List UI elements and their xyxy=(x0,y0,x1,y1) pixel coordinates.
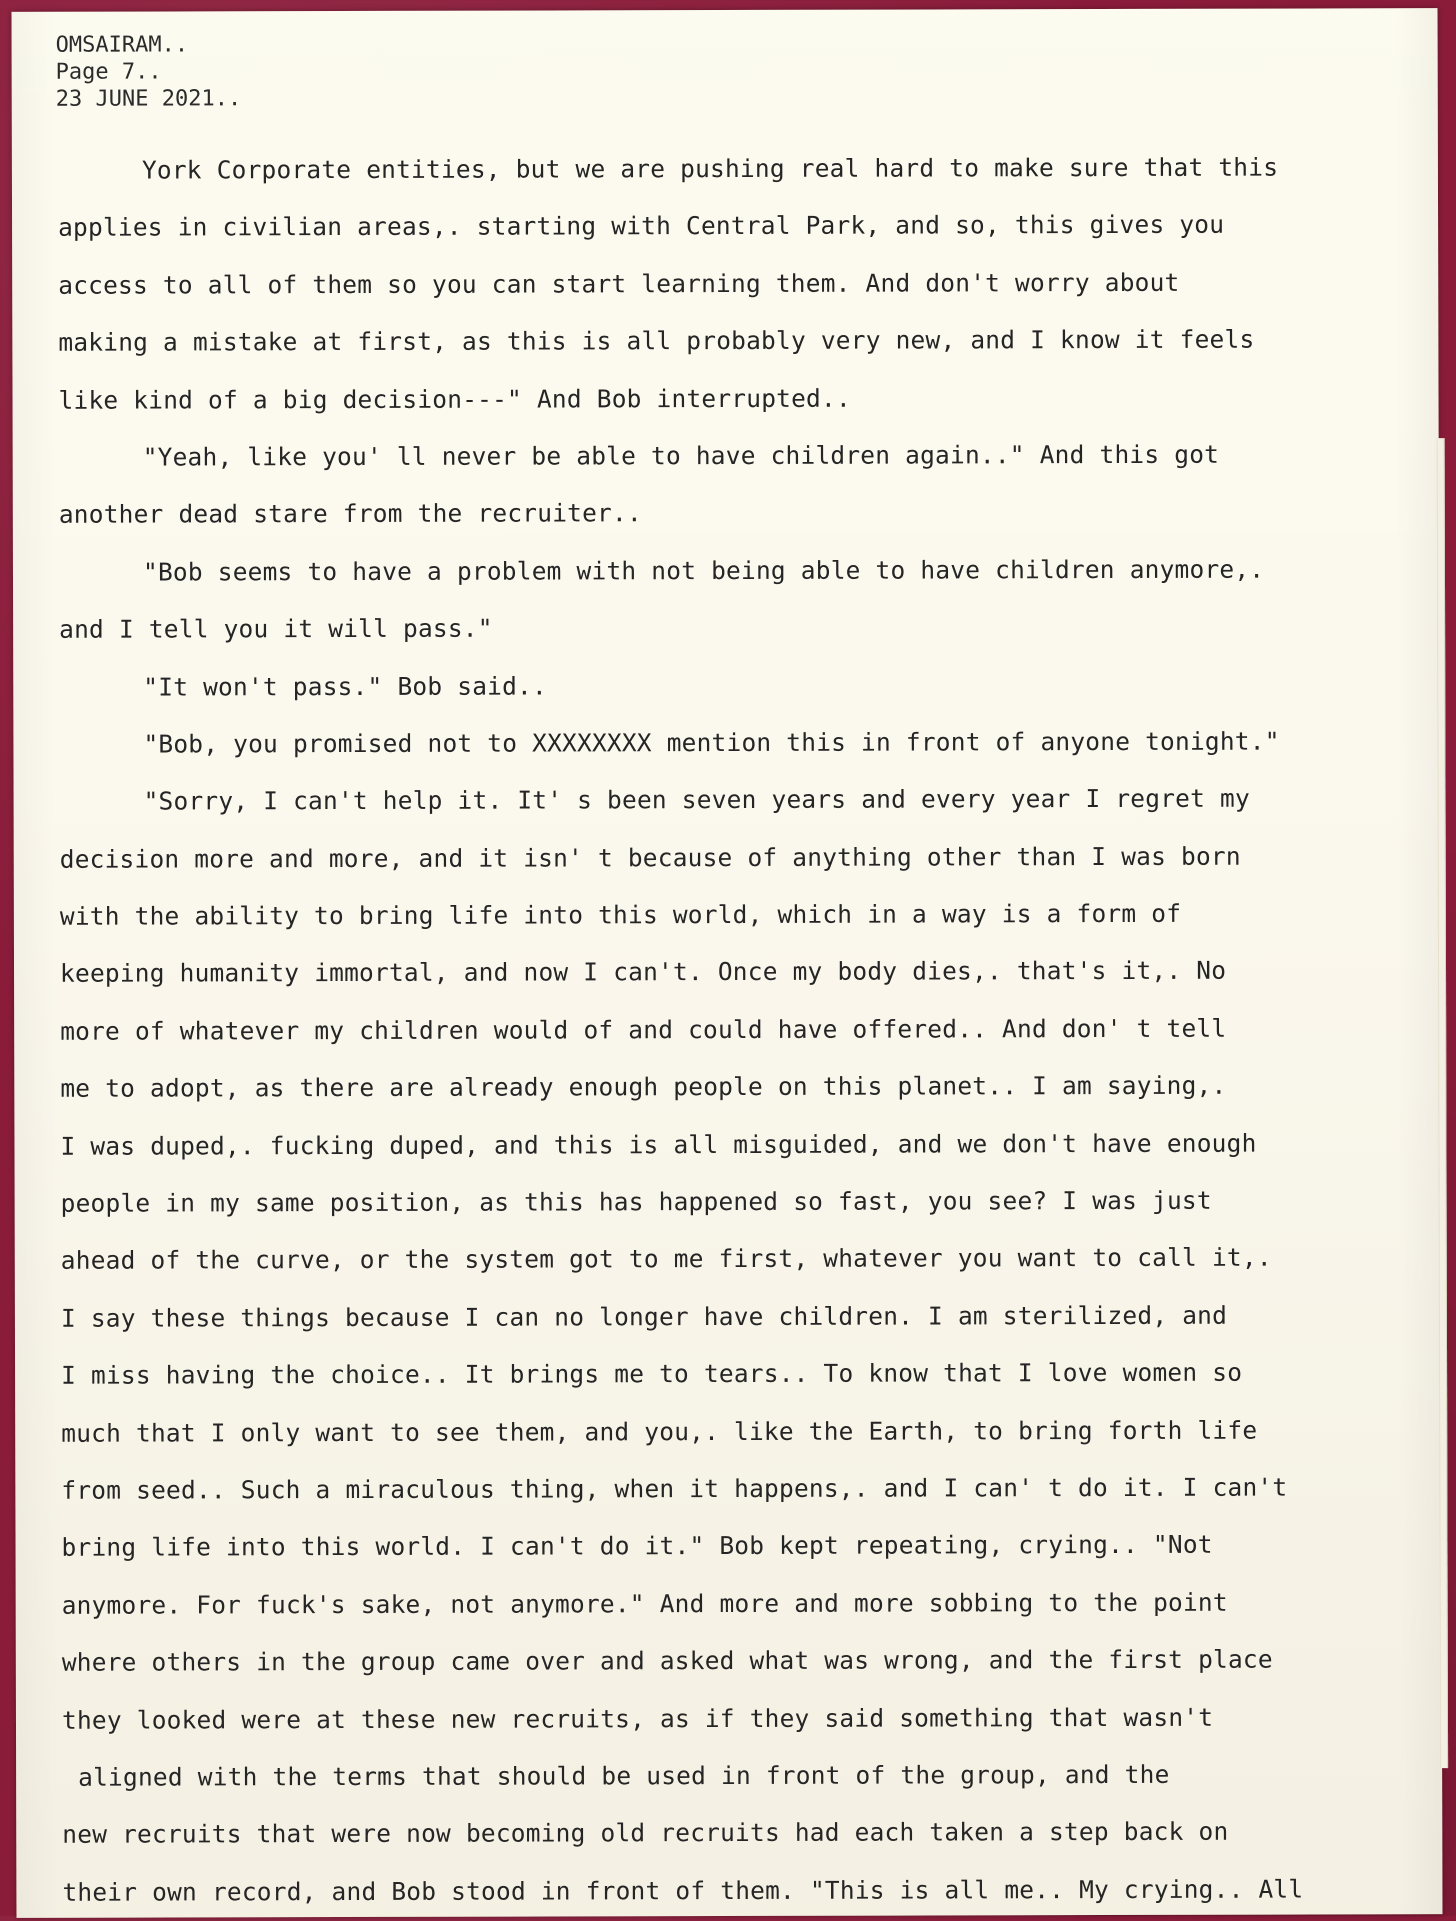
text-line: their own record, and Bob stood in front of them. "This is all me.. My crying.. All xyxy=(62,1874,1304,1907)
text-line: ahead of the curve, or the system got to me first, whatever you want to call it,. xyxy=(60,1242,1272,1276)
text-line: anymore. For fuck's sake, not anymore." And more and more sobbing to the point xyxy=(61,1587,1228,1620)
page-header xyxy=(56,31,242,112)
text-line: like kind of a big decision---" And Bob interrupted.. xyxy=(58,383,851,415)
text-line: bring life into this world. I can't do it." Bob kept repeating, crying.. "Not xyxy=(61,1530,1213,1563)
typewritten-page xyxy=(12,8,1443,1918)
text-line: new recruits that were now becoming old recruits had each taken a step back on xyxy=(62,1817,1229,1850)
header-line-date: 23 JUNE 2021.. xyxy=(55,86,242,112)
text-line: from seed.. Such a miraculous thing, when it happens,. and I can' t do it. I can't xyxy=(61,1472,1288,1505)
text-line: and I tell you it will pass." xyxy=(59,613,493,644)
text-line: applies in civilian areas,. starting with Central Park, and so, this gives you xyxy=(58,210,1225,243)
text-line: access to all of them so you can start learning them. And don't worry about xyxy=(58,267,1180,300)
text-line: "Sorry, I can't help it. It' s been seven years and every year I regret my xyxy=(143,783,1250,816)
page-body xyxy=(58,138,1443,1921)
text-line: I say these things because I can no longer have children. I am sterilized, and xyxy=(60,1300,1228,1333)
text-line: decision more and more, and it isn' t because of anything other than I was born xyxy=(59,841,1241,874)
header-line-title: OMSAIRAM.. xyxy=(55,32,189,58)
text-line: with the ability to bring life into this world, which in a way is a form of xyxy=(59,898,1182,931)
text-line: I was duped,. fucking duped, and this is all misguided, and we don't have enough xyxy=(60,1128,1257,1161)
text-line: "Bob, you promised not to XXXXXXXX mention this in front of anyone tonight." xyxy=(143,726,1280,759)
header-line-page: Page 7.. xyxy=(55,59,162,85)
text-line: "Yeah, like you' ll never be able to have children again.." And this got xyxy=(142,439,1220,472)
text-line: I miss having the choice.. It brings me to tears.. To know that I love women so xyxy=(61,1357,1243,1390)
text-line: York Corporate entities, but we are pushing real hard to make sure that this xyxy=(141,152,1279,185)
text-line: much that I only want to see them, and you,. like the Earth, to bring forth life xyxy=(61,1415,1258,1448)
text-line: where others in the group came over and asked what was wrong, and the first place xyxy=(61,1644,1273,1677)
text-line: another dead stare from the recruiter.. xyxy=(58,498,642,530)
text-line: people in my same position, as this has happened so fast, you see? I was just xyxy=(60,1185,1212,1218)
text-line: making a mistake at first, as this is all probably very new, and I know it feels xyxy=(58,324,1255,357)
text-line: "It won't pass." Bob said.. xyxy=(143,670,547,702)
text-line: aligned with the terms that should be used in front of the group, and the xyxy=(78,1759,1170,1792)
text-line: "Bob seems to have a problem with not being able to have children anymore,. xyxy=(142,554,1265,587)
text-line: me to adopt, as there are already enough people on this planet.. I am saying,. xyxy=(60,1070,1227,1103)
text-line: keeping humanity immortal, and now I can't. Once my body dies,. that's it,. No xyxy=(59,956,1227,989)
text-line: they looked were at these new recruits, as if they said something that wasn't xyxy=(61,1702,1214,1735)
text-line: more of whatever my children would of and could have offered.. And don' t tell xyxy=(60,1013,1227,1046)
